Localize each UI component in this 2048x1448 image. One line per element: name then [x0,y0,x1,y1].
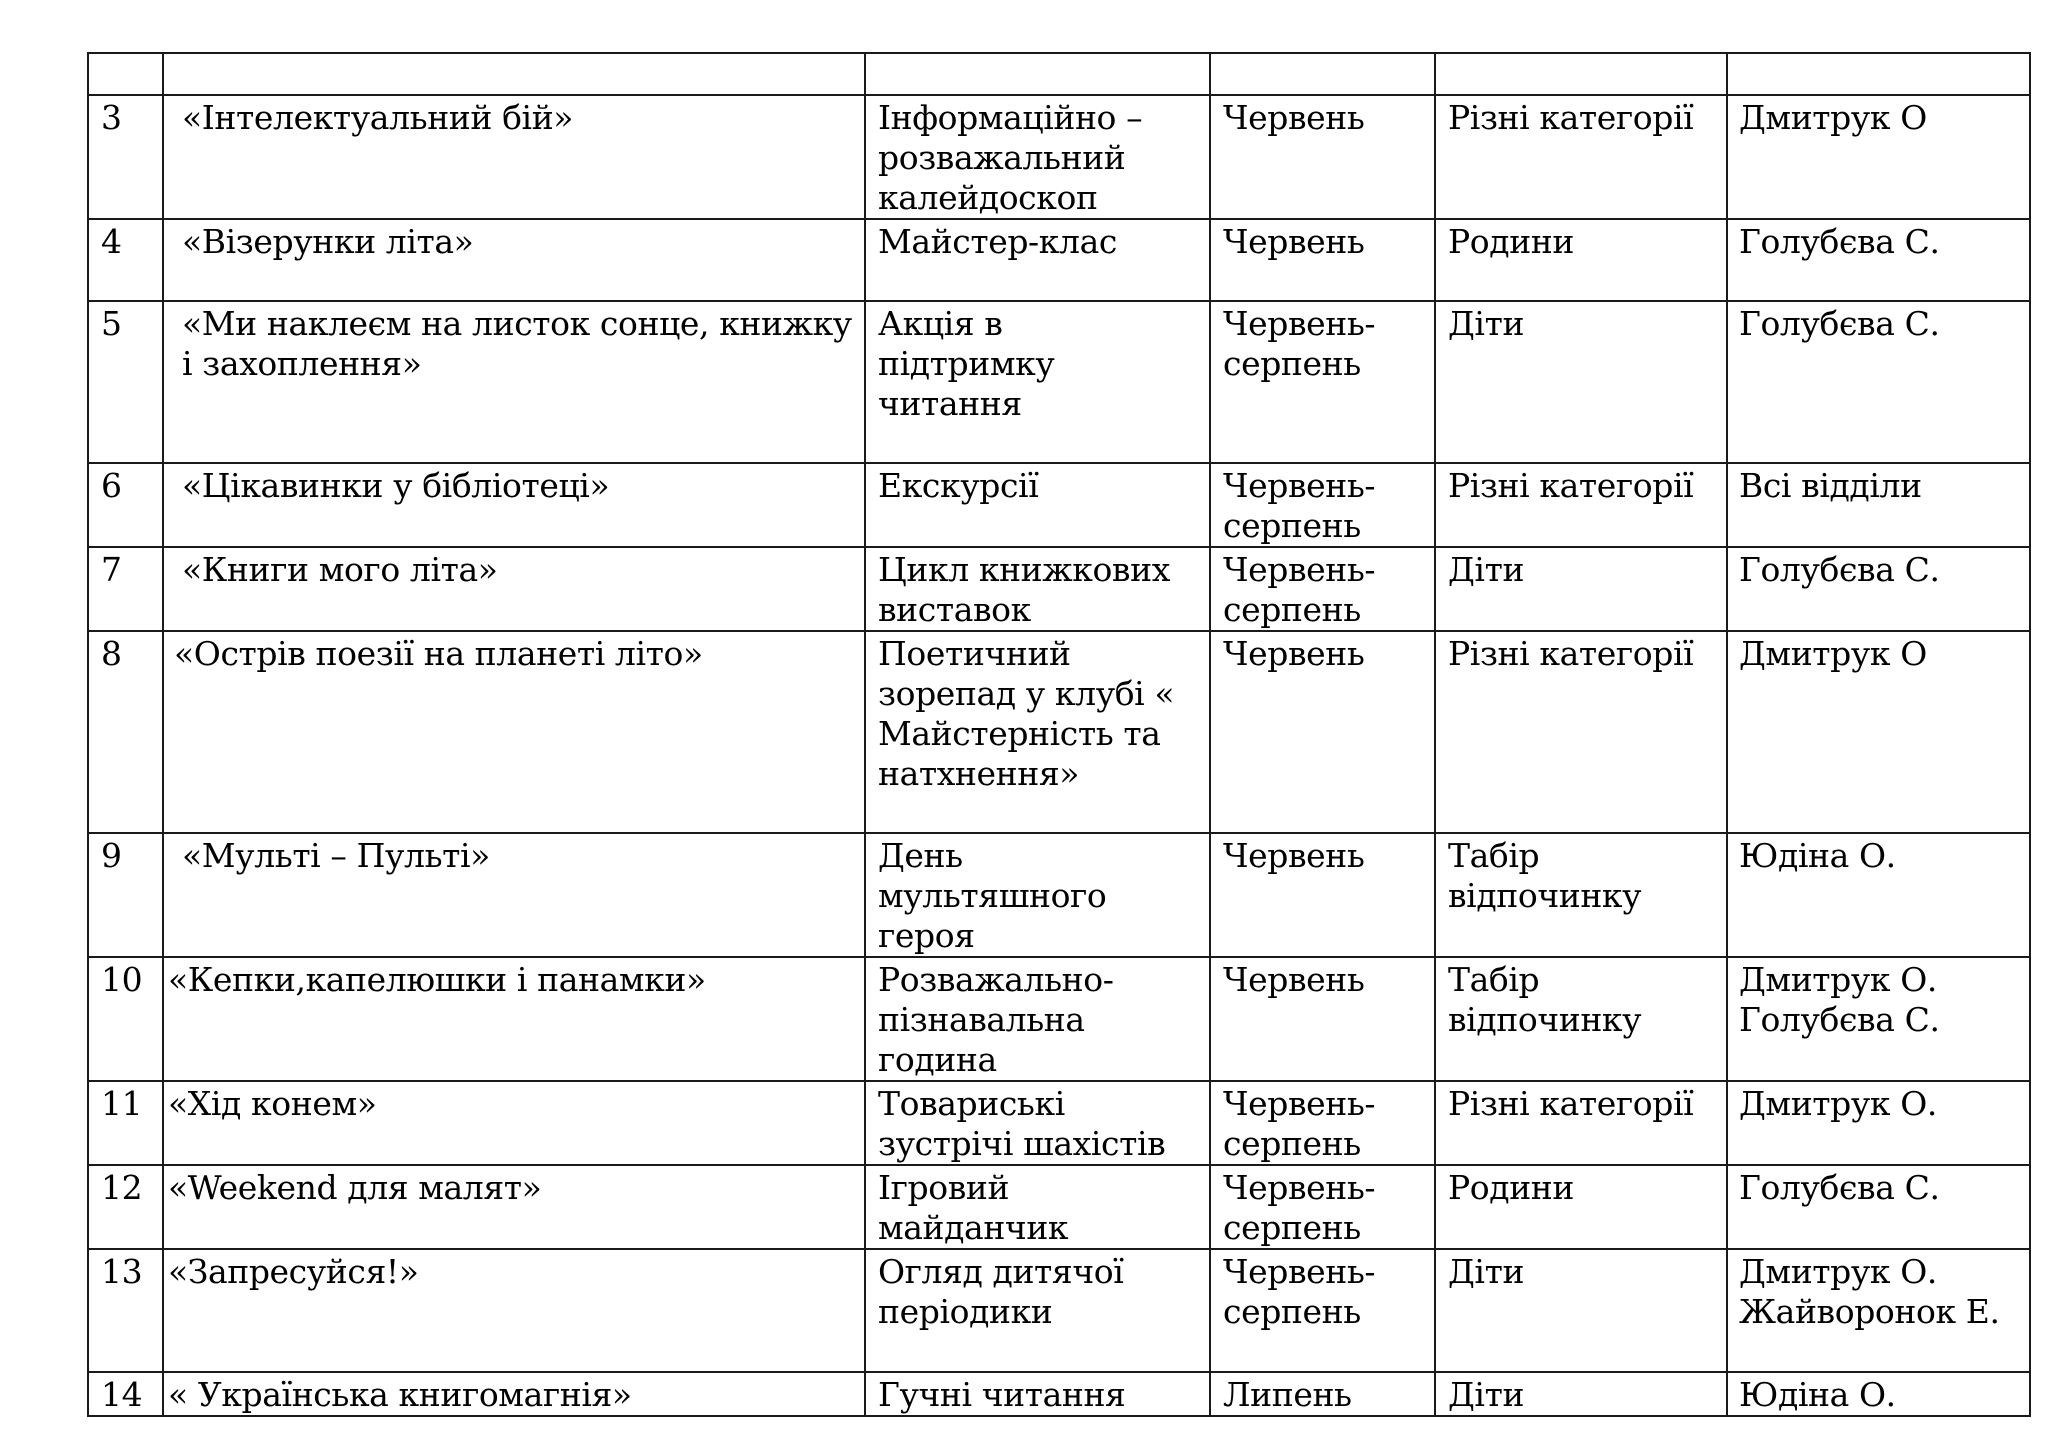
table-row [88,463,2030,547]
event-audience [1435,1249,1727,1372]
row-number [88,1081,163,1165]
event-responsible-text: Голубєва С. [1739,222,1940,261]
table-row [88,1372,2030,1416]
event-responsible-text: Дмитрук О. Жайворонок Е. [1739,1252,2000,1331]
event-audience [1435,957,1727,1081]
event-date [1210,631,1435,833]
event-responsible [1727,957,2030,1081]
event-title [163,957,865,1081]
event-audience-text: Різні категорії [1448,634,1694,673]
event-responsible-text: Дмитрук О [1739,98,1927,137]
event-form-text: Акція в підтримку читання [878,304,1055,423]
event-audience [1435,301,1727,463]
table-row [88,1081,2030,1165]
row-number-text: 8 [101,634,122,673]
event-date [1210,1249,1435,1372]
event-responsible [1727,833,2030,957]
event-form-text: Гучні читання [878,1375,1126,1414]
event-audience-text: Різні категорії [1448,466,1694,505]
event-responsible [1727,631,2030,833]
event-form-text: Майстер-клас [878,222,1117,261]
event-title-text: «Кепки,капелюшки і панамки» [168,960,706,999]
event-title [163,631,865,833]
event-title-text: « Українська книгомагнія» [168,1375,632,1414]
event-responsible [1727,463,2030,547]
table-row [88,833,2030,957]
event-title-text: «Мульті – Пульті» [182,836,490,875]
row-number-text: 12 [101,1168,143,1207]
event-responsible-text: Дмитрук О. [1739,1084,1937,1123]
row-number-text: 13 [101,1252,143,1291]
event-audience [1435,1372,1727,1416]
empty-header-cell [1435,53,1727,95]
event-title-text: «Запресуйся!» [168,1252,419,1291]
event-form [865,1249,1210,1372]
event-responsible [1727,301,2030,463]
event-date [1210,547,1435,631]
event-audience-text: Табір відпочинку [1448,960,1642,1039]
event-date-text: Червень- серпень [1223,1084,1376,1163]
event-responsible [1727,95,2030,219]
event-form-text: Цикл книжкових виставок [878,550,1170,629]
event-form [865,463,1210,547]
event-title [163,219,865,301]
table-row [88,95,2030,219]
row-number-text: 6 [101,466,122,505]
event-responsible [1727,219,2030,301]
event-responsible [1727,1249,2030,1372]
event-audience-text: Різні категорії [1448,1084,1694,1123]
event-responsible-text: Голубєва С. [1739,304,1940,343]
empty-header-cell [1210,53,1435,95]
empty-header-cell [88,53,163,95]
event-audience-text: Табір відпочинку [1448,836,1642,915]
event-audience-text: Діти [1448,1375,1525,1414]
event-form [865,1372,1210,1416]
event-audience [1435,95,1727,219]
event-title [163,1372,865,1416]
table-row [88,219,2030,301]
event-title-text: «Цікавинки у бібліотеці» [182,466,610,505]
event-responsible-text: Юдіна О. [1739,1375,1896,1414]
event-form-text: Поетичний зорепад у клубі « Майстерність та натхнення» [878,634,1175,793]
event-form-text: Товариські зустрічі шахістів [878,1084,1166,1163]
event-form [865,833,1210,957]
table-row [88,1165,2030,1249]
event-form-text: День мультяшного героя [878,836,1107,955]
event-audience-text: Діти [1448,304,1525,343]
row-number [88,547,163,631]
event-date-text: Червень [1223,960,1365,999]
event-responsible [1727,547,2030,631]
event-date-text: Червень- серпень [1223,550,1376,629]
row-number [88,219,163,301]
event-title [163,463,865,547]
row-number [88,957,163,1081]
event-date-text: Червень- серпень [1223,1168,1376,1247]
event-title [163,547,865,631]
event-title [163,1081,865,1165]
event-form [865,1165,1210,1249]
event-form [865,301,1210,463]
event-responsible-text: Дмитрук О [1739,634,1927,673]
row-number [88,1372,163,1416]
event-audience-text: Діти [1448,550,1525,589]
event-title-text: «Візерунки літа» [182,222,474,261]
event-form-text: Огляд дитячої періодики [878,1252,1124,1331]
event-audience [1435,631,1727,833]
empty-header-cell [163,53,865,95]
event-title-text: «Хід конем» [168,1084,377,1123]
event-date [1210,1165,1435,1249]
row-number-text: 14 [101,1375,143,1414]
table-row [88,301,2030,463]
events-table [87,52,2031,1417]
event-audience-text: Родини [1448,222,1574,261]
row-number [88,1165,163,1249]
row-number [88,631,163,833]
event-responsible [1727,1165,2030,1249]
event-audience-text: Різні категорії [1448,98,1694,137]
event-title [163,301,865,463]
event-title [163,1165,865,1249]
event-date-text: Червень [1223,836,1365,875]
row-number-text: 10 [101,960,143,999]
event-audience [1435,463,1727,547]
event-audience [1435,219,1727,301]
event-date-text: Липень [1223,1375,1352,1414]
event-form-text: Інформаційно – розважальний калейдоскоп [878,98,1143,217]
table-row [88,631,2030,833]
event-title-text: «Книги мого літа» [182,550,498,589]
event-responsible-text: Юдіна О. [1739,836,1896,875]
event-title-text: «Ми наклеєм на листок сонце, книжку і захоплення» [182,304,852,383]
empty-header-cell [865,53,1210,95]
event-audience [1435,1081,1727,1165]
event-date [1210,95,1435,219]
event-date [1210,833,1435,957]
event-title [163,95,865,219]
row-number [88,1249,163,1372]
row-number-text: 3 [101,98,122,137]
event-date [1210,1081,1435,1165]
event-audience [1435,833,1727,957]
event-form [865,1081,1210,1165]
event-date-text: Червень- серпень [1223,304,1376,383]
row-number-text: 11 [101,1084,143,1123]
event-title [163,833,865,957]
event-audience-text: Діти [1448,1252,1525,1291]
table-row [88,547,2030,631]
row-number-text: 9 [101,836,122,875]
event-form [865,957,1210,1081]
event-form [865,547,1210,631]
event-title [163,1249,865,1372]
event-responsible [1727,1081,2030,1165]
event-form-text: Ігровий майданчик [878,1168,1069,1247]
table-header-row [88,53,2030,95]
row-number-text: 7 [101,550,122,589]
event-date-text: Червень [1223,222,1365,261]
event-title-text: «Острів поезії на планеті літо» [174,634,703,673]
event-date [1210,957,1435,1081]
event-responsible [1727,1372,2030,1416]
event-date-text: Червень [1223,98,1365,137]
event-audience [1435,1165,1727,1249]
row-number [88,463,163,547]
event-responsible-text: Дмитрук О. Голубєва С. [1739,960,1940,1039]
event-form-text: Екскурсії [878,466,1039,505]
event-responsible-text: Всі відділи [1739,466,1922,505]
event-responsible-text: Голубєва С. [1739,1168,1940,1207]
event-form [865,219,1210,301]
event-date [1210,301,1435,463]
event-date [1210,463,1435,547]
event-title-text: «Weekend для малят» [168,1168,542,1207]
event-responsible-text: Голубєва С. [1739,550,1940,589]
event-date-text: Червень- серпень [1223,466,1376,545]
event-date [1210,219,1435,301]
table-row [88,1249,2030,1372]
event-form [865,631,1210,833]
row-number [88,833,163,957]
event-title-text: «Інтелектуальний бій» [182,98,574,137]
empty-header-cell [1727,53,2030,95]
event-date-text: Червень [1223,634,1365,673]
row-number [88,95,163,219]
event-date-text: Червень- серпень [1223,1252,1376,1331]
row-number [88,301,163,463]
event-form-text: Розважально- пізнавальна година [878,960,1114,1079]
event-audience [1435,547,1727,631]
table-row [88,957,2030,1081]
event-audience-text: Родини [1448,1168,1574,1207]
event-form [865,95,1210,219]
event-date [1210,1372,1435,1416]
row-number-text: 5 [101,304,122,343]
row-number-text: 4 [101,222,122,261]
